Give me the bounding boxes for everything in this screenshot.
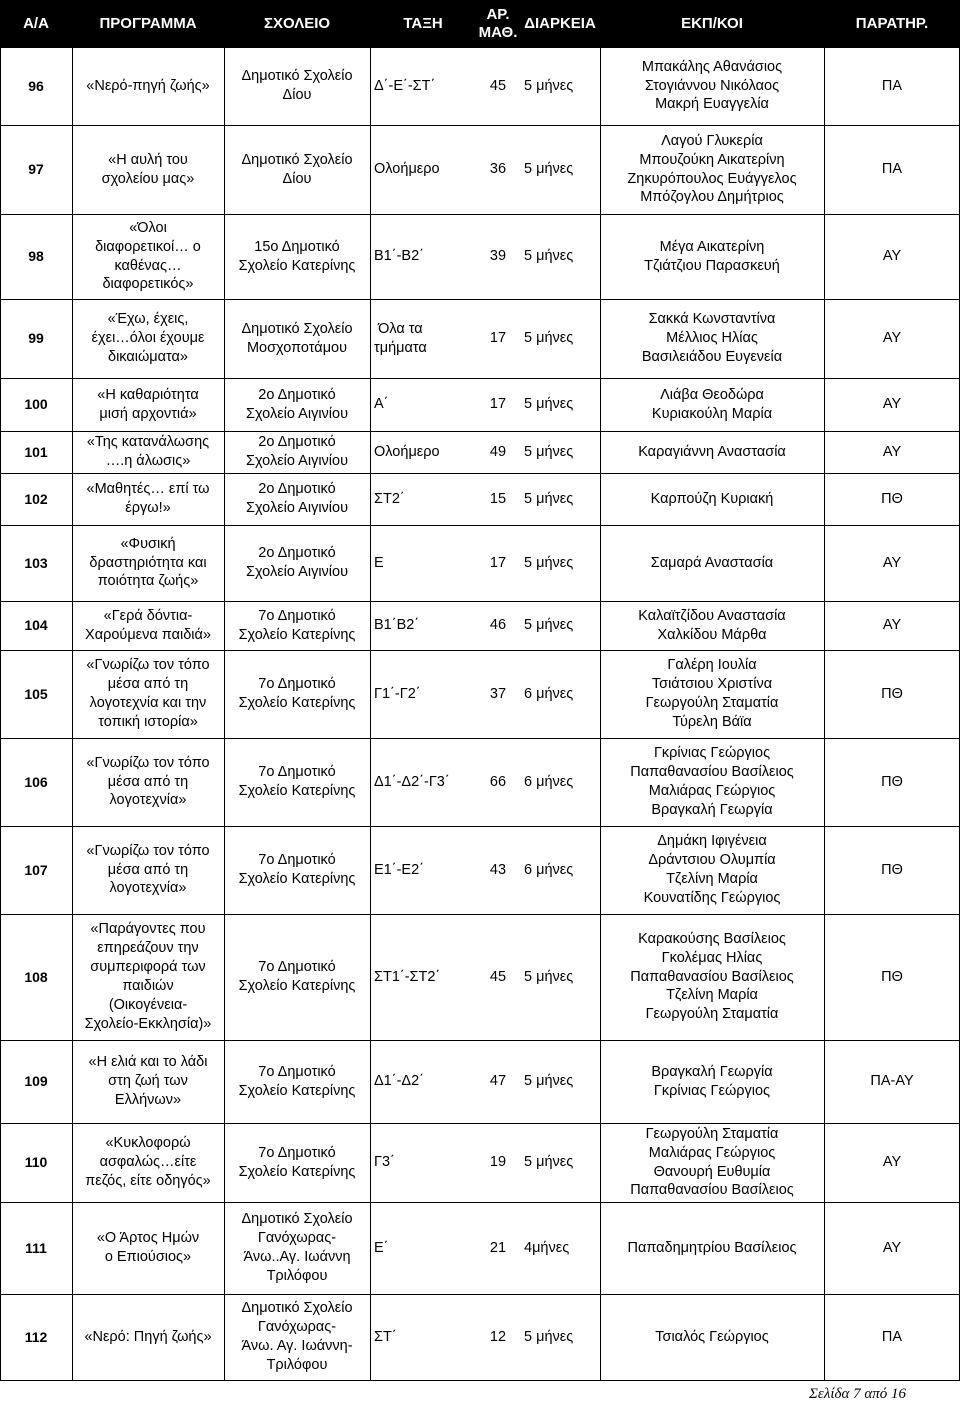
cell-school: 2ο Δημοτικό Σχολείο Αιγινίου — [245, 545, 349, 580]
cell-note: ΠΘ — [881, 490, 903, 507]
cell-note: ΑΥ — [882, 248, 902, 265]
cell-class: Ε — [374, 554, 384, 571]
cell-school: 7ο Δημοτικό Σχολείο Κατερίνης — [238, 764, 356, 799]
cell-duration: 6 μήνες — [524, 685, 574, 702]
cell-num-students: 19 — [489, 1154, 507, 1171]
cell-class: Γ1΄-Γ2΄ — [374, 685, 421, 702]
header-num-students: ΑΡ. ΜΑΘ. — [478, 6, 518, 41]
cell-num-students: 49 — [489, 443, 507, 460]
cell-teachers: Σαμαρά Αναστασία — [650, 554, 774, 571]
cell-school: 15ο Δημοτικό Σχολείο Κατερίνης — [238, 238, 356, 274]
cell-num-students: 45 — [489, 968, 507, 985]
cell-note: ΠΘ — [881, 861, 903, 878]
cell-teachers: Γεωργούλη Σταματία Μαλιάρας Γεώργιος Θανουρή Ευθυμία Παπαθανασίου Βασίλειος — [630, 1125, 794, 1199]
cell-class: Γ3΄ — [374, 1154, 395, 1171]
cell-class: Δ΄-Ε΄-ΣΤ΄ — [374, 77, 436, 94]
cell-aa: 100 — [24, 396, 48, 413]
cell-class: Ολοήμερο — [374, 161, 440, 178]
cell-note: ΠΘ — [881, 968, 903, 985]
cell-program: «Η αυλή του σχολείου μας» — [101, 151, 195, 187]
cell-school: 7ο Δημοτικό Σχολείο Κατερίνης — [238, 959, 356, 994]
cell-duration: 5 μήνες — [524, 1073, 574, 1090]
page-number: Σελίδα 7 από 16 — [809, 1386, 906, 1402]
cell-note: ΠΘ — [881, 773, 903, 790]
cell-teachers: Καραγιάννη Αναστασία — [638, 443, 786, 460]
cell-num-students: 36 — [489, 161, 507, 178]
cell-duration: 5 μήνες — [524, 330, 574, 347]
cell-teachers: Καρακούσης Βασίλειος Γκολέμας Ηλίας Παπαθανασίου Βασίλειος Τζελίνη Μαρία Γεωργούλη Σταματία — [630, 930, 794, 1023]
cell-duration: 5 μήνες — [524, 248, 574, 265]
cell-school: Δημοτικό Σχολείο Δίου — [241, 151, 353, 187]
cell-school: 2ο Δημοτικό Σχολείο Αιγινίου — [245, 386, 349, 422]
cell-teachers: Τσιαλός Γεώργιος — [655, 1328, 769, 1345]
cell-teachers: Λαγού Γλυκερία Μπουζούκη Αικατερίνη Ζηκυρόπουλος Ευάγγελος Μπόζογλου Δημήτριος — [627, 132, 797, 206]
cell-class: Β1΄-Β2΄ — [374, 248, 424, 265]
cell-program: «Της κατανάλωσης ….η άλωσις» — [86, 434, 210, 469]
cell-teachers: Παπαδημητρίου Βασίλειος — [627, 1239, 797, 1256]
cell-class: Δ1΄-Δ2΄ — [374, 1073, 424, 1090]
cell-note: ΑΥ — [882, 330, 902, 347]
cell-aa: 112 — [24, 1328, 48, 1345]
cell-duration: 5 μήνες — [524, 77, 574, 94]
cell-num-students: 39 — [489, 248, 507, 265]
cell-program: «Η ελιά και το λάδι στη ζωή των Ελλήνων» — [88, 1054, 208, 1108]
cell-school: Δημοτικό Σχολείο Μοσχοποτάμου — [241, 320, 353, 356]
cell-duration: 4μήνες — [524, 1239, 570, 1256]
cell-duration: 5 μήνες — [524, 161, 574, 178]
cell-teachers: Λιάβα Θεοδώρα Κυριακούλη Μαρία — [651, 386, 773, 422]
cell-duration: 5 μήνες — [524, 396, 574, 413]
header-aa: Α/Α — [23, 14, 49, 32]
cell-duration: 5 μήνες — [524, 617, 574, 634]
cell-school: 2ο Δημοτικό Σχολείο Αιγινίου — [245, 434, 349, 469]
cell-duration: 5 μήνες — [524, 554, 574, 571]
cell-num-students: 15 — [489, 490, 507, 507]
cell-duration: 6 μήνες — [524, 861, 574, 878]
cell-note: ΑΥ — [882, 443, 902, 460]
cell-program: «Έχω, έχεις, έχει…όλοι έχουμε δικαιώματα» — [91, 311, 205, 365]
cell-program: «Όλοι διαφορετικοί… ο καθένας… διαφορετικός» — [95, 219, 201, 293]
cell-note: ΠΑ-ΑΥ — [870, 1073, 914, 1090]
cell-aa: 102 — [24, 490, 48, 507]
cell-class: ΣΤ΄ — [374, 1328, 397, 1345]
cell-aa: 111 — [25, 1239, 47, 1256]
cell-num-students: 21 — [489, 1239, 507, 1256]
cell-school: 7ο Δημοτικό Σχολείο Κατερίνης — [238, 607, 356, 643]
cell-school: 2ο Δημοτικό Σχολείο Αιγινίου — [245, 481, 349, 516]
cell-num-students: 46 — [489, 617, 507, 634]
header-program: ΠΡΟΓΡΑΜΜΑ — [99, 14, 197, 32]
header-school: ΣΧΟΛΕΙΟ — [263, 14, 331, 32]
cell-duration: 5 μήνες — [524, 1154, 574, 1171]
cell-program: «Νερό-πηγή ζωής» — [86, 77, 210, 94]
cell-school: Δημοτικό Σχολείο Γανόχωρας- Άνω. Αγ. Ιωάννη- Τριλόφου — [241, 1300, 353, 1373]
cell-program: «Γνωρίζω τον τόπο μέσα από τη λογοτεχνία και την τοπική ιστορία» — [86, 657, 210, 730]
cell-program: «Ο Άρτος Ημών ο Επιούσιος» — [96, 1230, 200, 1265]
cell-num-students: 45 — [489, 77, 507, 94]
cell-note: ΠΘ — [881, 685, 903, 702]
cell-note: ΠΑ — [881, 77, 903, 94]
cell-note: ΑΥ — [882, 554, 902, 571]
header-teachers: ΕΚΠ/ΚΟΙ — [681, 14, 743, 32]
cell-teachers: Καρπούζη Κυριακή — [650, 490, 774, 507]
cell-aa: 99 — [28, 330, 44, 347]
cell-teachers: Σακκά Κωνσταντίνα Μέλλιος Ηλίας Βασιλειάδου Ευγενεία — [641, 311, 783, 365]
cell-teachers: Δημάκη Ιφιγένεια Δράντσιου Ολυμπία Τζελίνη Μαρία Κουνατίδης Γεώργιος — [643, 833, 781, 906]
cell-aa: 108 — [24, 968, 48, 985]
header-duration: ΔΙΑΡΚΕΙΑ — [524, 14, 596, 32]
cell-program: «Γνωρίζω τον τόπο μέσα από τη λογοτεχνία» — [86, 842, 210, 897]
cell-aa: 107 — [24, 861, 48, 878]
cell-program: «Η καθαριότητα μισή αρχοντιά» — [97, 386, 199, 422]
cell-num-students: 43 — [489, 861, 507, 878]
cell-duration: 6 μήνες — [524, 773, 574, 790]
cell-aa: 105 — [24, 685, 48, 702]
cell-program: «Γνωρίζω τον τόπο μέσα από τη λογοτεχνία» — [86, 754, 210, 809]
cell-num-students: 17 — [489, 330, 507, 347]
cell-program: «Φυσική δραστηριότητα και ποιότητα ζωής» — [89, 535, 207, 590]
cell-num-students: 66 — [489, 773, 507, 790]
cell-teachers: Γαλέρη Ιουλία Τσιάτσιου Χριστίνα Γεωργούλη Σταματία Τύρελη Βάϊα — [645, 657, 779, 730]
cell-class: Β1΄Β2΄ — [374, 617, 420, 634]
cell-duration: 5 μήνες — [524, 968, 574, 985]
cell-aa: 96 — [28, 77, 44, 94]
cell-duration: 5 μήνες — [524, 490, 574, 507]
cell-aa: 106 — [24, 773, 48, 790]
cell-class: Α΄ — [374, 396, 389, 413]
cell-note: ΠΑ — [881, 1328, 903, 1345]
cell-school: Δημοτικό Σχολείο Γανόχωρας- Άνω..Αγ. Ιωάννη Τριλόφου — [241, 1211, 353, 1284]
cell-teachers: Μέγα Αικατερίνη Τζιάτζιου Παρασκευή — [644, 238, 780, 274]
cell-class: Δ1΄-Δ2΄-Γ3΄ — [374, 773, 450, 790]
cell-num-students: 17 — [489, 396, 507, 413]
cell-school: 7ο Δημοτικό Σχολείο Κατερίνης — [238, 852, 356, 887]
cell-duration: 5 μήνες — [524, 1328, 574, 1345]
cell-aa: 104 — [24, 617, 48, 634]
cell-aa: 103 — [24, 554, 48, 571]
cell-program: «Νερό: Πηγή ζωής» — [84, 1328, 212, 1345]
cell-teachers: Γκρίνιας Γεώργιος Παπαθανασίου Βασίλειος Μαλιάρας Γεώργιος Βραγκαλή Γεωργία — [630, 745, 794, 818]
cell-class: Ολοήμερο — [374, 443, 440, 460]
cell-school: 7ο Δημοτικό Σχολείο Κατερίνης — [238, 1144, 356, 1180]
cell-program: «Κυκλοφορώ ασφαλώς…είτε πεζός, είτε οδηγός» — [85, 1135, 211, 1189]
cell-aa: 110 — [24, 1154, 48, 1171]
cell-program: «Γερά δόντια- Χαρούμενα παιδιά» — [85, 607, 211, 643]
cell-class: ΣΤ1΄-ΣΤ2΄ — [374, 968, 441, 985]
header-note: ΠΑΡΑΤΗΡ. — [855, 14, 929, 32]
cell-aa: 97 — [28, 161, 44, 178]
cell-aa: 101 — [24, 443, 48, 460]
cell-note: ΑΥ — [882, 1154, 902, 1171]
cell-teachers: Μπακάλης Αθανάσιος Στογιάννου Νικόλαος Μακρή Ευαγγελία — [641, 58, 783, 113]
cell-note: ΠΑ — [881, 161, 903, 178]
cell-class: Ε΄ — [374, 1239, 389, 1256]
cell-aa: 98 — [28, 248, 44, 265]
cell-num-students: 37 — [489, 685, 507, 702]
cell-num-students: 47 — [489, 1073, 507, 1090]
cell-num-students: 12 — [489, 1328, 507, 1345]
cell-school: Δημοτικό Σχολείο Δίου — [241, 68, 353, 103]
cell-school: 7ο Δημοτικό Σχολείο Κατερίνης — [238, 1063, 356, 1099]
cell-class: ΣΤ2΄ — [374, 490, 405, 507]
cell-teachers: Βραγκαλή Γεωργία Γκρίνιας Γεώργιος — [651, 1063, 773, 1099]
cell-class: Όλα τα τμήματα — [374, 320, 427, 356]
cell-teachers: Καλαϊτζίδου Αναστασία Χαλκίδου Μάρθα — [638, 607, 786, 643]
cell-aa: 109 — [24, 1073, 48, 1090]
cell-note: ΑΥ — [882, 1239, 902, 1256]
header-class: ΤΑΞΗ — [403, 14, 443, 32]
cell-class: Ε1΄-Ε2΄ — [374, 861, 424, 878]
cell-note: ΑΥ — [882, 617, 902, 634]
cell-program: «Παράγοντες που επηρεάζουν την συμπεριφορά των παιδιών (Οικογένεια- Σχολείο-Εκκλησία)» — [84, 921, 212, 1032]
cell-num-students: 17 — [489, 554, 507, 571]
cell-duration: 5 μήνες — [524, 443, 574, 460]
cell-school: 7ο Δημοτικό Σχολείο Κατερίνης — [238, 676, 356, 711]
cell-program: «Μαθητές… επί τω έργω!» — [86, 481, 210, 516]
cell-note: ΑΥ — [882, 396, 902, 413]
